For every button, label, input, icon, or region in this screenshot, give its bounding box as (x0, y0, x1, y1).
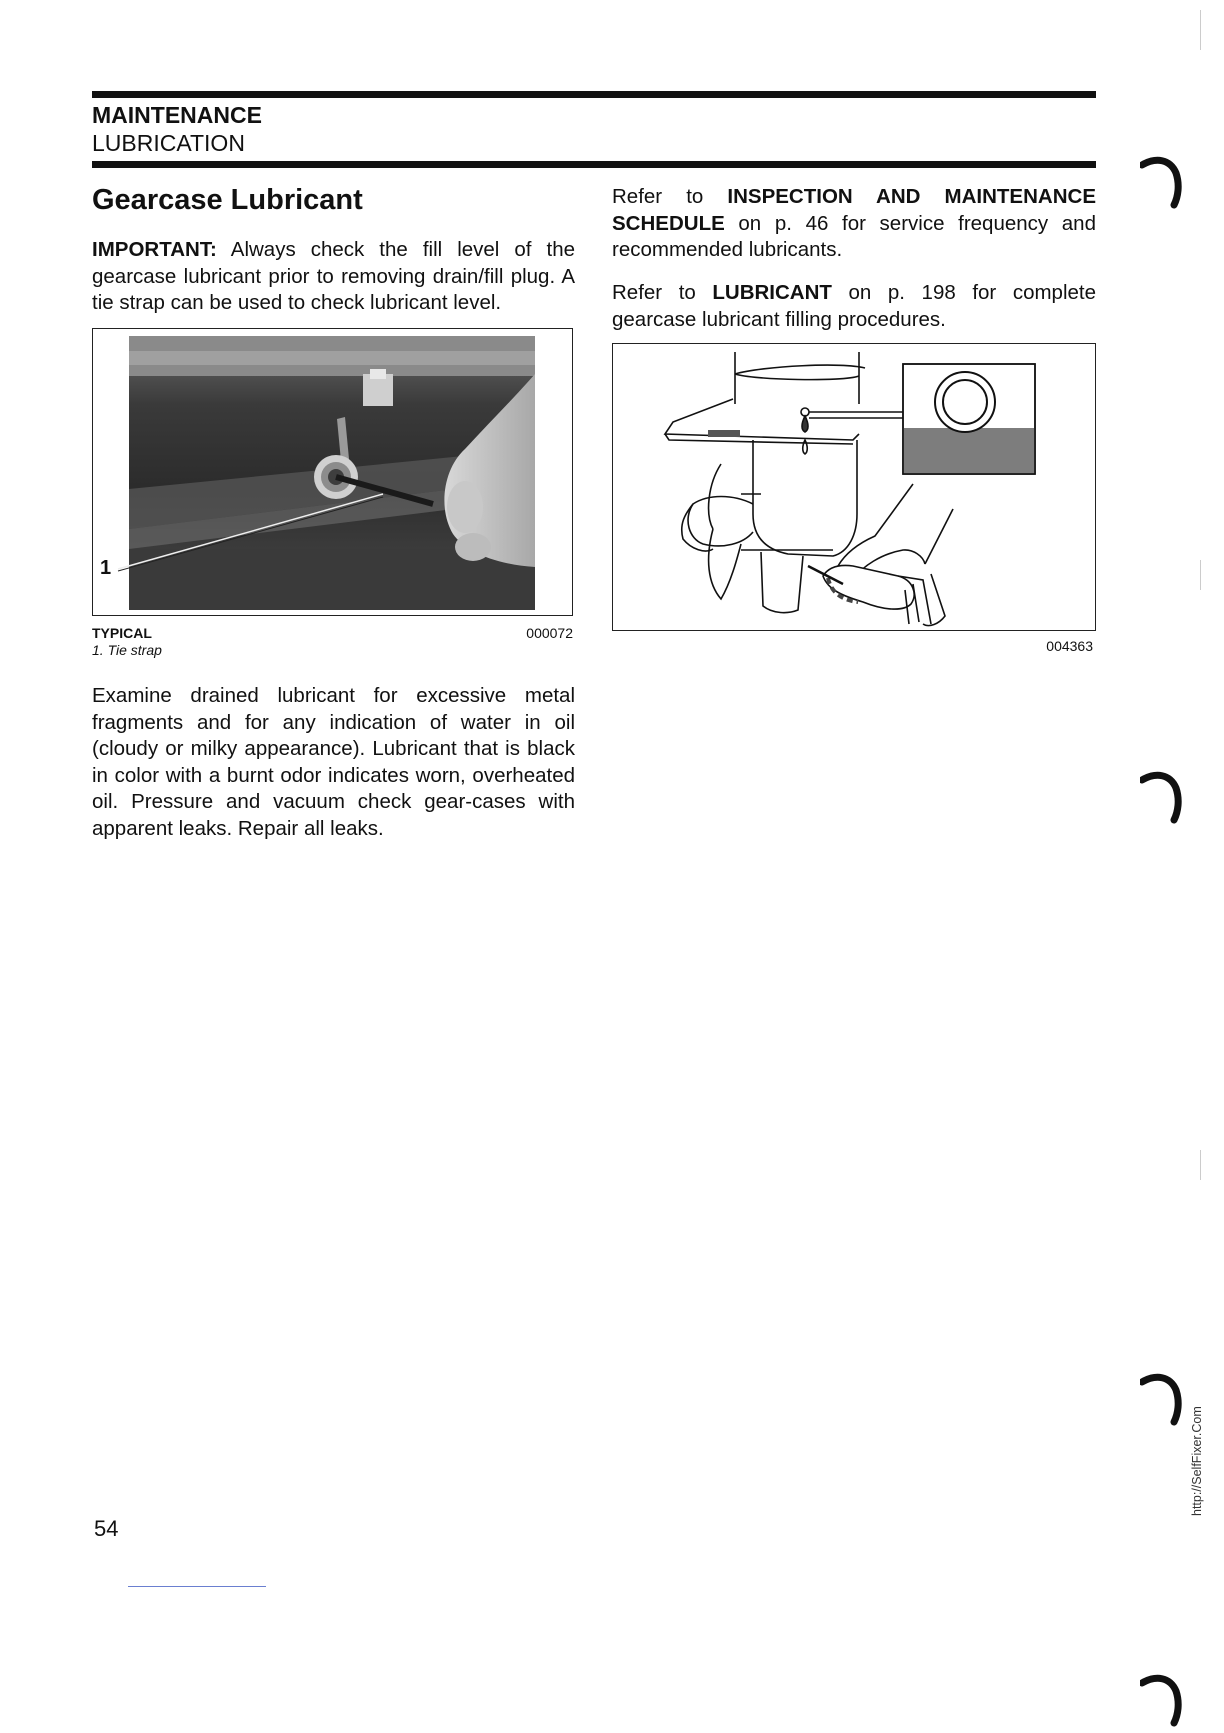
examine-paragraph: Examine drained lubricant for excessive metal fragments and for any indication of water in oil (cloudy or milky appearance). Lubricant that is black in color with a burnt odor indicates worn, overheated oil. Pressure and vacuum check gear-cases with apparent leaks. Repair all leaks. (92, 684, 575, 840)
important-note (92, 237, 575, 317)
figure1-legend-item: 1. Tie strap (92, 642, 162, 658)
refer2-link: LUBRICANT (712, 281, 832, 304)
page-edge-line (1200, 1150, 1201, 1180)
figure1-code: 000072 (526, 625, 573, 641)
refer1-link: INSPECTION AND MAINTENANCE SCHEDULE (612, 185, 1096, 235)
binder-mark-icon (1140, 770, 1190, 830)
figure2-code: 004363 (1046, 638, 1093, 654)
header-rule-bottom (92, 161, 1096, 168)
bottom-blue-line (128, 1586, 266, 1587)
important-label: IMPORTANT: (92, 238, 217, 261)
gearcase-fill-diagram (612, 343, 1096, 631)
page-edge-line (1200, 10, 1201, 50)
refer1-pre: Refer to (612, 185, 728, 208)
tie-strap-photo (92, 328, 573, 616)
refer2-pre: Refer to (612, 281, 713, 304)
callout-1: 1 (100, 557, 112, 579)
gearcase-fill-illustration (613, 344, 1096, 631)
refer-schedule-paragraph (612, 184, 1096, 264)
section-subtitle: LUBRICATION (92, 130, 245, 156)
tie-strap-photo-graphic (93, 329, 573, 616)
binder-mark-icon (1140, 155, 1190, 215)
page-edge-line (1200, 560, 1201, 590)
side-watermark-url: http://SelfFixer.Com (1190, 1406, 1204, 1516)
binder-mark-icon (1140, 1372, 1190, 1432)
page-heading: Gearcase Lubricant (92, 184, 363, 216)
header-rule-top (92, 91, 1096, 98)
refer-lubricant-paragraph (612, 280, 1096, 333)
section-title: MAINTENANCE (92, 102, 262, 128)
important-text: Always check the fill level of the gearcase lubricant prior to removing drain/fill plug. A tie strap can be used to check lubricant level. (92, 238, 575, 314)
binder-mark-icon (1140, 1673, 1190, 1733)
refer2-post: on p. 198 for complete gearcase lubricant filling procedures. (612, 281, 1097, 331)
figure1-caption-title: TYPICAL (92, 625, 152, 641)
refer1-post: on p. 46 for service frequency and recommended lubricants. (612, 211, 1096, 261)
page-number: 54 (94, 1516, 119, 1541)
